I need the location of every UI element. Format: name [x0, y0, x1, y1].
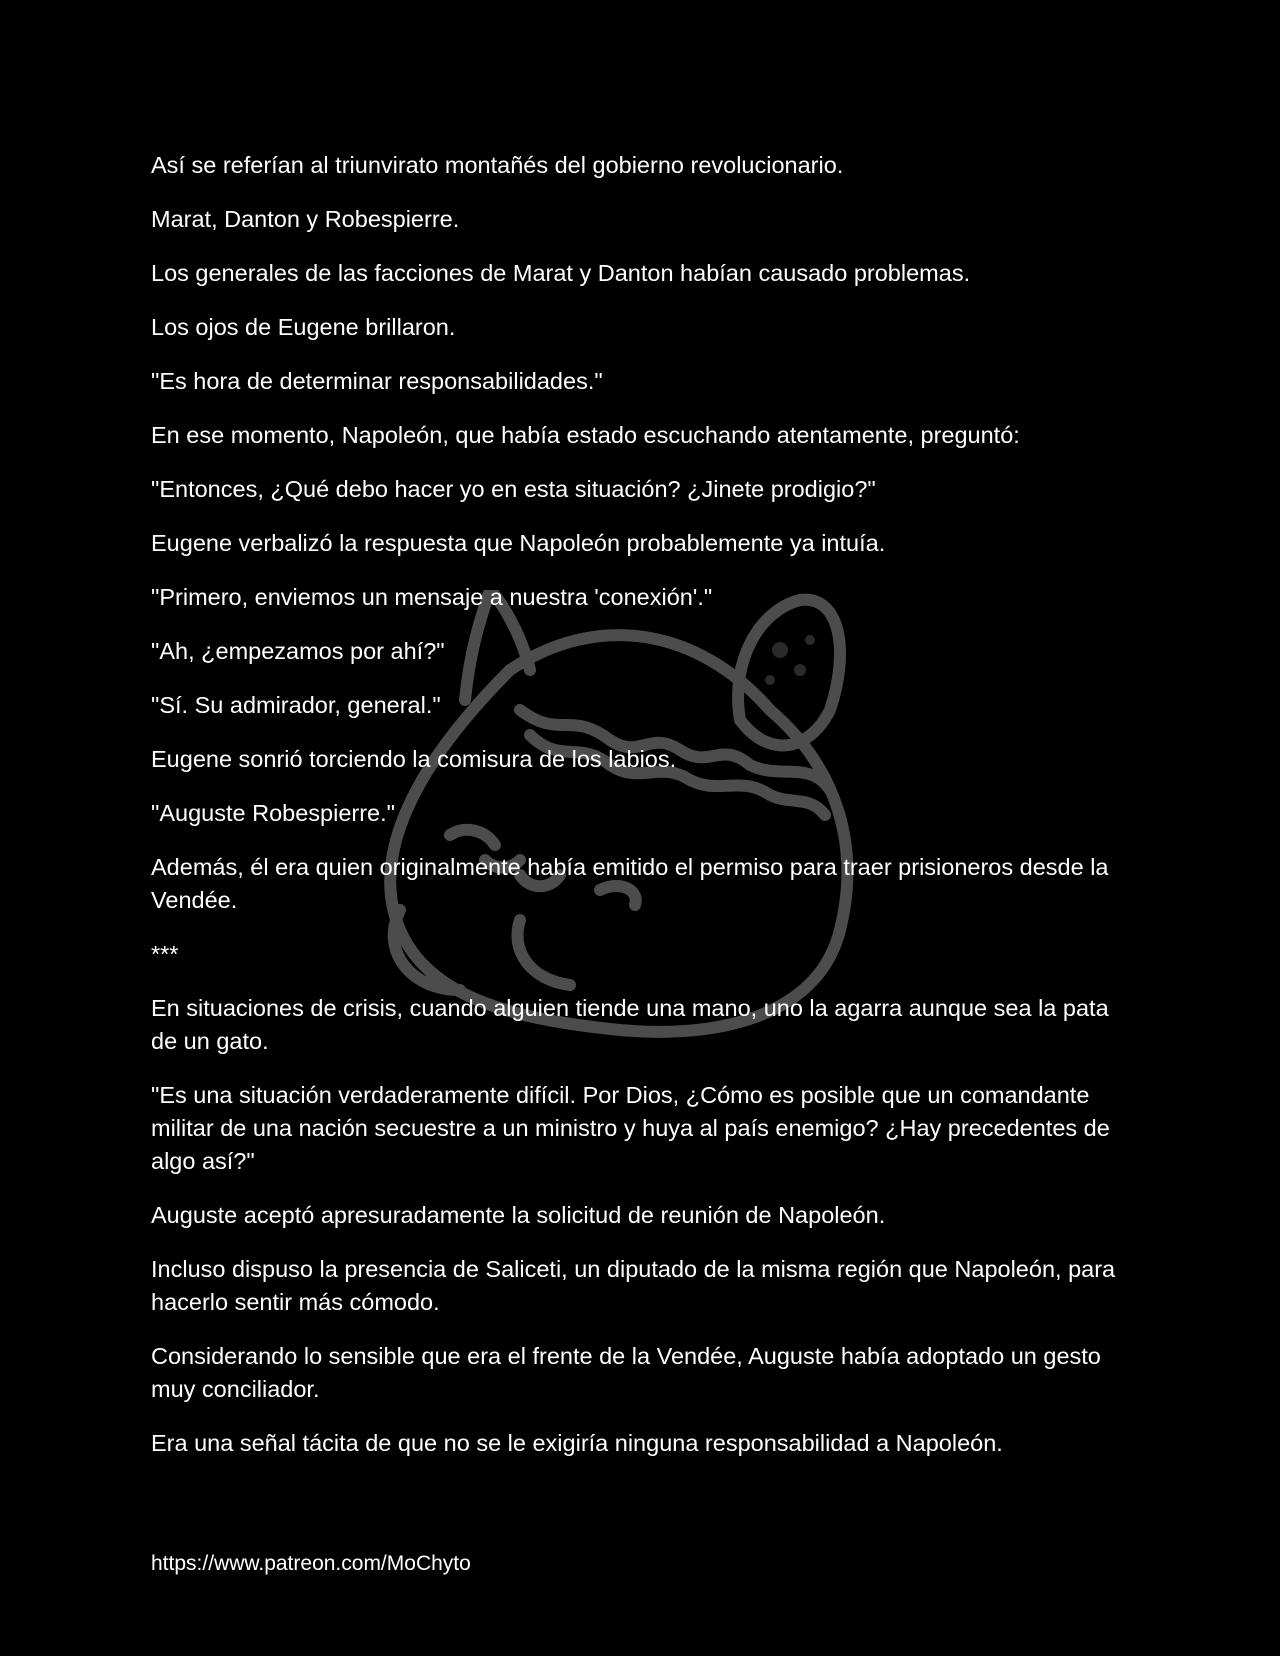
- paragraph: "Primero, enviemos un mensaje a nuestra 'conexión'.": [151, 584, 713, 610]
- paragraph: "Sí. Su admirador, general.": [151, 692, 441, 718]
- scene-break: ***: [151, 941, 179, 967]
- paragraph: "Es hora de determinar responsabilidades.": [151, 368, 603, 394]
- patreon-link[interactable]: https://www.patreon.com/MoChyto: [151, 1552, 471, 1575]
- paragraph: Auguste aceptó apresuradamente la solicitud de reunión de Napoleón.: [151, 1202, 886, 1228]
- paragraph: Así se referían al triunvirato montañés del gobierno revolucionario.: [151, 152, 844, 178]
- paragraph: En situaciones de crisis, cuando alguien tiende una mano, uno la agarra aunque sea la pata de un gato.: [151, 995, 1109, 1054]
- paragraph: "Ah, ¿empezamos por ahí?": [151, 638, 445, 664]
- paragraph: Considerando lo sensible que era el frente de la Vendée, Auguste había adoptado un gesto muy conciliador.: [151, 1343, 1101, 1402]
- paragraph: En ese momento, Napoleón, que había estado escuchando atentamente, preguntó:: [151, 422, 1020, 448]
- paragraph: Los ojos de Eugene brillaron.: [151, 314, 456, 340]
- paragraph: Además, él era quien originalmente había emitido el permiso para traer prisioneros desde la Vendée.: [151, 854, 1109, 913]
- paragraph: "Auguste Robespierre.": [151, 800, 395, 826]
- paragraph: "Es una situación verdaderamente difícil. Por Dios, ¿Cómo es posible que un comandante militar de una nación secuestre a un ministro y huya al país enemigo? ¿Hay precedentes de algo así?": [151, 1082, 1110, 1174]
- paragraph: "Entonces, ¿Qué debo hacer yo en esta situación? ¿Jinete prodigio?": [151, 476, 876, 502]
- paragraph: Los generales de las facciones de Marat y Danton habían causado problemas.: [151, 260, 971, 286]
- document-body: [151, 149, 1131, 1481]
- paragraph: Eugene verbalizó la respuesta que Napoleón probablemente ya intuía.: [151, 530, 886, 556]
- paragraph: Incluso dispuso la presencia de Saliceti, un diputado de la misma región que Napoleón, para hacerlo sentir más cómodo.: [151, 1256, 1116, 1315]
- paragraph: Era una señal tácita de que no se le exigiría ninguna responsabilidad a Napoleón.: [151, 1430, 1003, 1456]
- paragraph: Eugene sonrió torciendo la comisura de los labios.: [151, 746, 677, 772]
- paragraph: Marat, Danton y Robespierre.: [151, 206, 460, 232]
